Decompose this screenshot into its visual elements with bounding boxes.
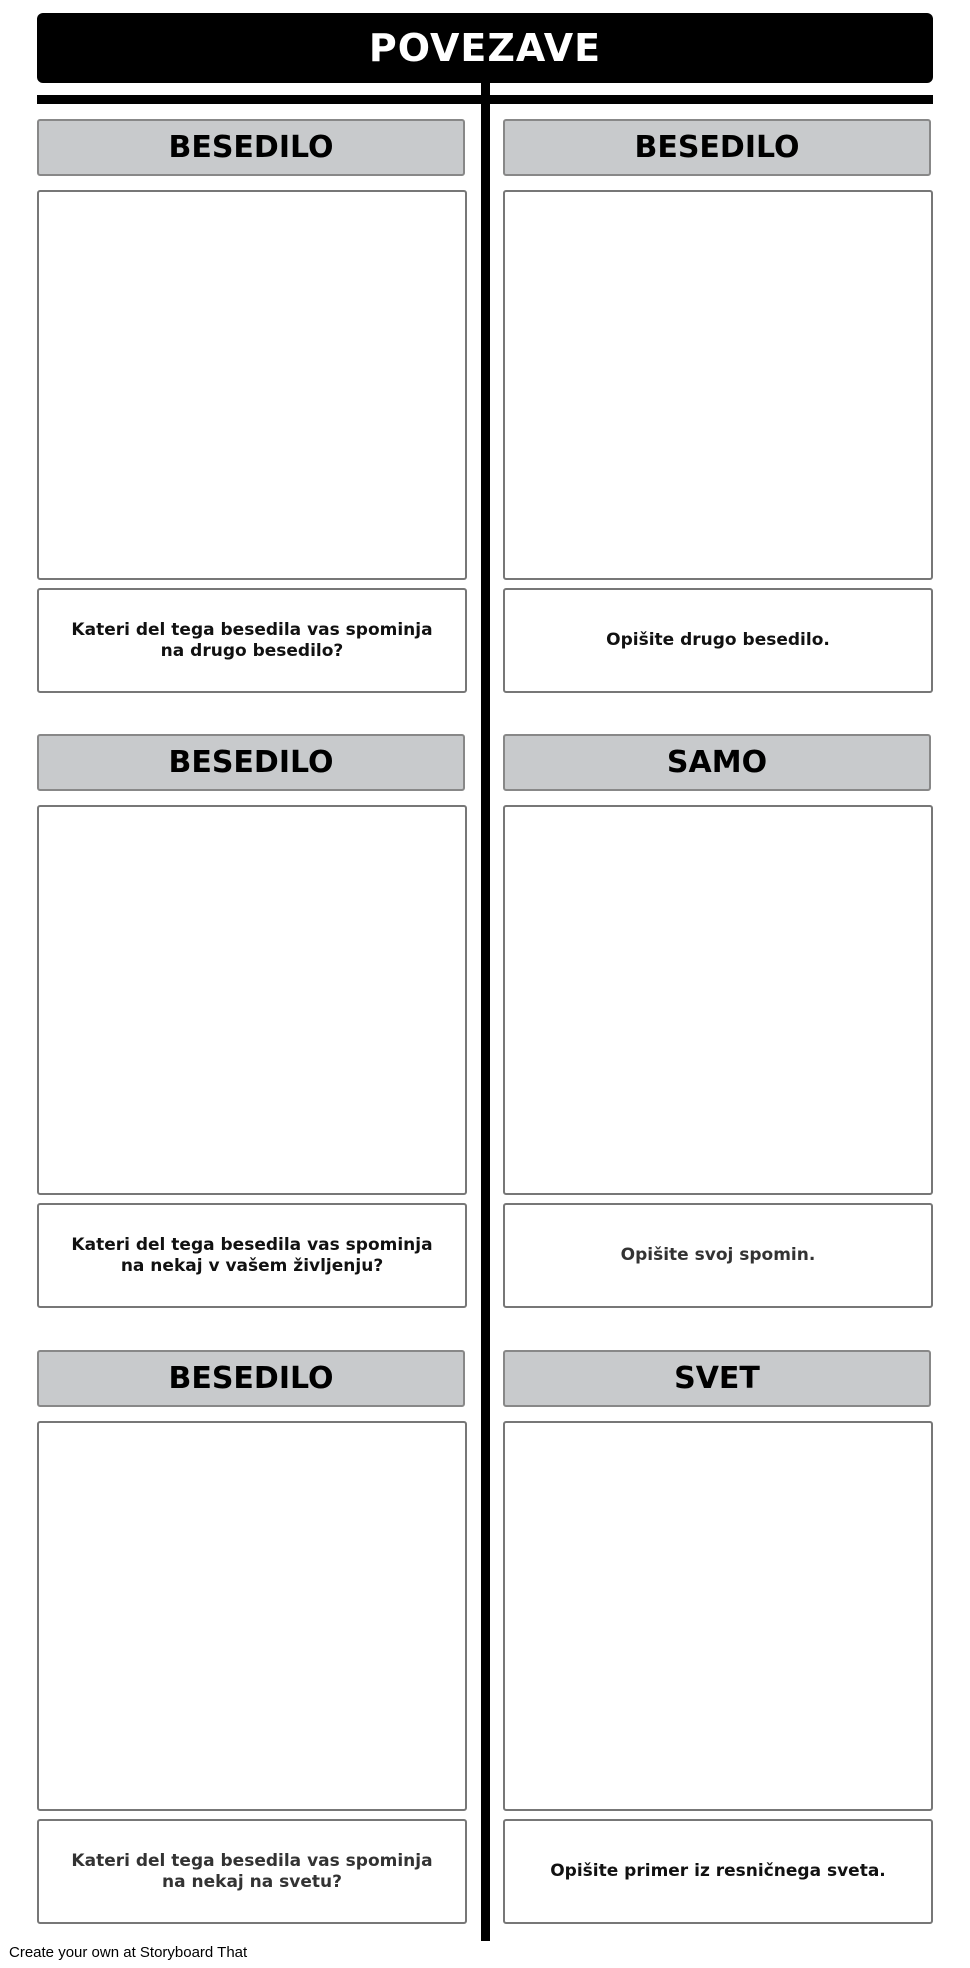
panel-2-prompt[interactable]: Opišite drugo besedilo. (503, 588, 933, 693)
panel-2-image-area[interactable] (503, 190, 933, 580)
panel-1-header: BESEDILO (37, 119, 465, 176)
page-title: POVEZAVE (37, 13, 933, 83)
panel-1-image-area[interactable] (37, 190, 467, 580)
panel-3-prompt[interactable]: Kateri del tega besedila vas spominja na nekaj v vašem življenju? (37, 1203, 467, 1308)
panel-2-header: BESEDILO (503, 119, 931, 176)
panel-4-header: SAMO (503, 734, 931, 791)
panel-3-header: BESEDILO (37, 734, 465, 791)
panel-4-image-area[interactable] (503, 805, 933, 1195)
footer-credit[interactable]: Create your own at Storyboard That (9, 1944, 248, 1961)
panel-5-header: BESEDILO (37, 1350, 465, 1407)
panel-4-prompt[interactable]: Opišite svoj spomin. (503, 1203, 933, 1308)
panel-6-image-area[interactable] (503, 1421, 933, 1811)
vertical-divider (481, 83, 490, 1941)
panel-5-image-area[interactable] (37, 1421, 467, 1811)
panel-6-header: SVET (503, 1350, 931, 1407)
panel-5-prompt[interactable]: Kateri del tega besedila vas spominja na nekaj na svetu? (37, 1819, 467, 1924)
panel-3-image-area[interactable] (37, 805, 467, 1195)
panel-6-prompt[interactable]: Opišite primer iz resničnega sveta. (503, 1819, 933, 1924)
panel-1-prompt[interactable]: Kateri del tega besedila vas spominja na drugo besedilo? (37, 588, 467, 693)
